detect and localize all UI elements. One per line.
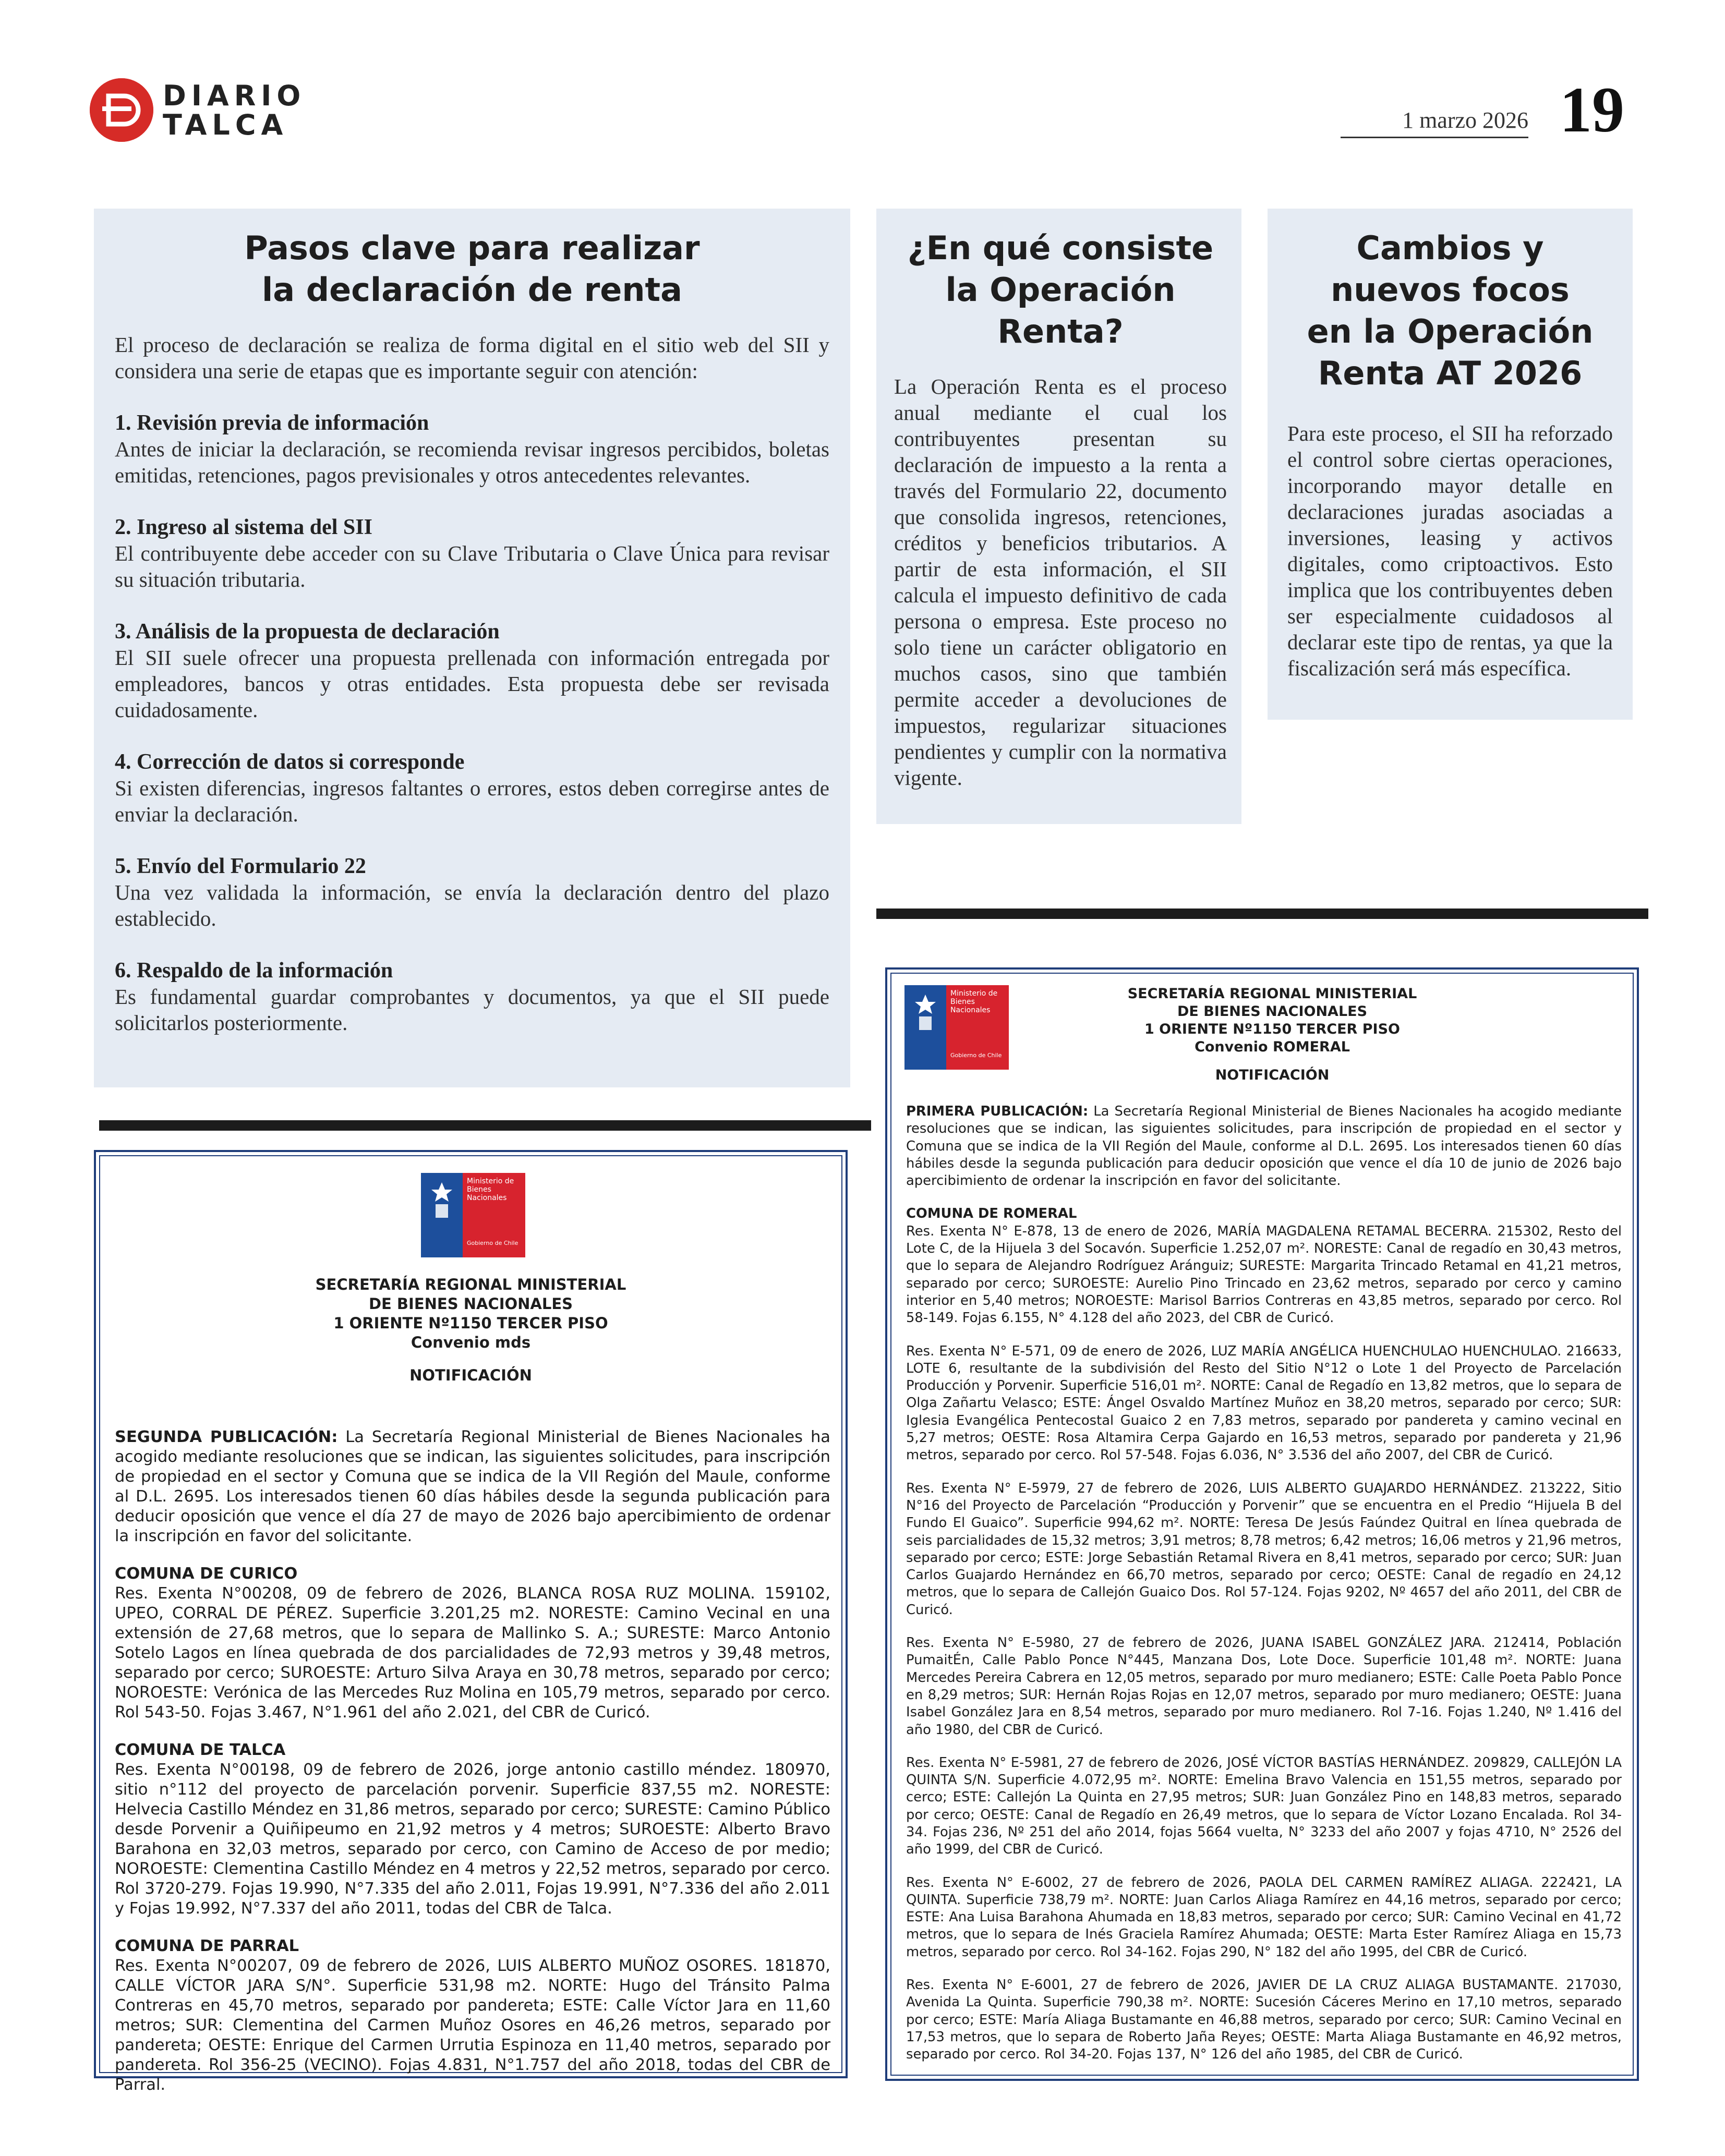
logo-label-line: Bienes (467, 1185, 491, 1194)
section-divider (99, 1120, 871, 1131)
operation-title (894, 227, 1227, 353)
changes-title-line1: Cambios y (1356, 229, 1544, 267)
resolution-text: Res. Exenta N° E-571, 09 de enero de 2026, LUZ MARÍA ANGÉLICA HUENCHULAO HUENCHULAO. 216633, LOTE 6, resultante de la subdivisión del Resto del Sitio N°12 o Lote 1 del Proyecto de Parcelación Producción y Porvenir. Superficie 516,01 m². NORTE: Canal de Regadío en 13,82 metros, que lo separa de Olga Zañartu Velasco; ESTE: Ángel Osvaldo Martínez Muñoz en 38,20 metros, separado por cerco; SUR: Iglesia Evangélica Pentecostal Guaico 2 en 7,83 metros, separado por pandereta y camino vecinal en 5,27 metros; OESTE: Rosa Altamira Cerpa Gajardo en 16,53 metros, separado por pandereta y 21,96 metros, separado por cerco. Rol 57-548. Fojas 6.036, N° 3.536 del año 2007, del CBR de Curicó. (906, 1343, 1622, 1463)
resolution-text: Res. Exenta N° E-5981, 27 de febrero de 2026, JOSÉ VÍCTOR BASTÍAS HERNÁNDEZ. 209829, CALLEJÓN LA QUINTA S/N. Superficie 4.072,95 m². NORTE: Emelina Bravo Valencia en 151,55 metros, separado por cerco; ESTE: Callejón La Quinta en 27,95 metros; SUR: Juan González Pino en 148,83 metros, separado por cerco; OESTE: Canal de Regadío en 26,49 metros, que lo separa de Víctor Lozano Encalada. Rol 34-34. Fojas 236, Nº 251 del año 2014, fojas 5664 vuelta, N° 3233 del año 2007 y fojas 4710, N° 2526 del año 1999, del CBR de Curicó. (906, 1754, 1622, 1858)
diario-talca-logo-icon (90, 78, 153, 142)
changes-text: Para este proceso, el SII ha reforzado el control sobre ciertas operaciones, incorporando mayor detalle en declaraciones juradas asociadas a inversiones, leasing y activos digitales, como criptoactivos. Esto implica que los contribuyentes deben ser especialmente cuidadosos al declarar este tipo de rentas, ya que la fiscalización será más específica. (1287, 421, 1613, 680)
notification-label: NOTIFICACIÓN (1215, 1067, 1330, 1083)
publication-paragraph (906, 1103, 1622, 1190)
heading-line: 1 ORIENTE Nº1150 TERCER PISO (333, 1314, 608, 1332)
logo-bar-red (946, 1063, 1009, 1070)
issue-date: 1 marzo 2026 (1402, 107, 1528, 133)
logo-blue-block (904, 985, 946, 1063)
resolution-text: Res. Exenta N° E-5980, 27 de febrero de 2026, JUANA ISABEL GONZÁLEZ JARA. 212414, Población PumaitÉn, Calle Pablo Ponce N°445, Manzana Dos, Lote Doce. Superficie 101,48 m². NORTE: Juana Mercedes Pereira Cabrera en 12,05 metros, separado por muro medianero; ESTE: Calle Poeta Pablo Ponce en 8,29 metros; SUR: Hernán Rojas Rojas en 12,07 metros, separado por muro medianero; OESTE: Juana Isabel González Jara en 8,54 metros, separado por muro medianero. Rol 7-16. Fojas 1.240, Nº 1.416 del año 1980, del CBR de Curicó. (906, 1635, 1622, 1738)
heading-line: SECRETARÍA REGIONAL MINISTERIAL (1127, 986, 1417, 1002)
step-text: Si existen diferencias, ingresos faltantes o errores, estos deben corregirse antes de enviar la declaración. (115, 776, 829, 826)
publication-paragraph (115, 1427, 830, 1546)
date-underline (1341, 137, 1528, 138)
logo-line2: TALCA (163, 108, 288, 141)
resolution-text: Res. Exenta N° E-6001, 27 de febrero de 2026, JAVIER DE LA CRUZ ALIAGA BUSTAMANTE. 217030, Avenida La Quinta. Superficie 790,38 m². NORTE: Sucesión Cáceres Merino en 17,10 metros, separado por cerco; ESTE: María Aliaga Bustamante en 46,88 metros, separado por cerco; SUR: Camino Vecinal en 17,53 metros, que lo separa de Roberto Jaña Reyes; OESTE: Marta Aliaga Bustamante en 46,92 metros, separado por cerco. Rol 34-20. Fojas 137, N° 126 del año 1985, del CBR de Curicó. (906, 1977, 1622, 2063)
steps-intro: El proceso de declaración se realiza de forma digital en el sitio web del SII y considera una serie de etapas que es importante seguir con atención: (115, 333, 829, 383)
logo-red-block (946, 985, 1009, 1063)
steps-title (115, 227, 829, 311)
step-title: 3. Análisis de la propuesta de declaración (115, 620, 500, 644)
logo-line1: DIARIO (163, 79, 306, 112)
step-title: 4. Corrección de datos si corresponde (115, 750, 465, 774)
logo-label (950, 989, 997, 1014)
step-text: Una vez validada la información, se envía la declaración dentro del plazo establecido. (115, 880, 829, 930)
step-item (115, 958, 829, 1036)
logo-label-line: Ministerio de (467, 1177, 514, 1185)
comuna-title: COMUNA DE PARRAL (115, 1937, 299, 1955)
resolution-text: Res. Exenta N°00207, 09 de febrero de 2026, LUIS ALBERTO MUÑOZ OSORES. 181870, CALLE VÍCTOR JARA S/N°. Superficie 531,98 m2. NORTE: Hugo del Tránsito Palma Contreras en 45,70 metros, separado por pandereta; ESTE: Calle Víctor Jara en 11,60 metros; SUR: Clementina del Carmen Muñoz Osores en 46,26 metros, separado por pandereta; OESTE: Enrique del Carmen Urrutia Espinoza en 11,40 metros, separado por pandereta. Rol 356-25 (VECINO). Fojas 4.831, N°1.757 del año 2018, todas del CBR de Parral. (115, 1957, 830, 2094)
logo-label (467, 1177, 514, 1202)
step-title: 1. Revisión previa de información (115, 411, 429, 435)
resolution-text: Res. Exenta N° E-5979, 27 de febrero de 2026, LUIS ALBERTO GUAJARDO HERNÁNDEZ. 213222, Sitio N°16 del Proyecto de Parcelación “Producción y Porvenir” que se encuentra en el Predio “Hijuela B del Fundo El Guaico”. Superficie 994,62 m². NORTE: Teresa De Jesús Faúndez Quitral en línea quebrada de seis parcialidades de 15,32 metros; 3,91 metros; 8,78 metros; 6,42 metros; 16,06 metros y 21,96 metros, separado por cerco; ESTE: Jorge Sebastián Retamal Rivera en 8,41 metros, separado por cerco; SUR: Juan Carlos Guajardo Hernández en 66,70 metros, separado por cerco; OESTE: Canal de regadío en 24,12 metros, que lo separa de Callejón Guaico Dos. Rol 57-124. Fojas 9202, Nº 4657 del año 2011, del CBR de Curicó. (906, 1480, 1622, 1618)
notice-right (885, 967, 1639, 2081)
ministry-logo (904, 985, 1009, 1079)
changes-title-line2: nuevos focos (1331, 271, 1570, 309)
operation-title-line2: la Operación (945, 271, 1176, 309)
comuna-section (115, 1564, 830, 1723)
step-item (115, 410, 829, 488)
comuna-section (115, 1740, 830, 1919)
chile-coat-of-arms-icon (421, 1173, 463, 1251)
changes-title (1287, 227, 1613, 394)
chile-coat-of-arms-icon (904, 985, 946, 1063)
step-item (115, 619, 829, 723)
logo-label-line: Ministerio de (950, 989, 998, 998)
changes-box (1268, 209, 1633, 720)
step-item (115, 853, 829, 931)
step-text: Antes de iniciar la declaración, se recomienda revisar ingresos percibidos, boletas emitidas, retenciones, pagos previsionales y otros antecedentes relevantes. (115, 437, 829, 487)
comuna-title: COMUNA DE TALCA (115, 1741, 286, 1759)
notice-body (115, 1427, 830, 2095)
page-number: 19 (1560, 74, 1624, 146)
section-divider (876, 909, 1648, 919)
operation-title-line1: ¿En qué consiste (907, 229, 1214, 267)
step-title: 2. Ingreso al sistema del SII (115, 515, 372, 539)
heading-line: DE BIENES NACIONALES (368, 1295, 573, 1313)
step-title: 6. Respaldo de la información (115, 959, 393, 983)
masthead-logo (90, 78, 306, 146)
step-item (115, 514, 829, 592)
publication-text: La Secretaría Regional Ministerial de Bienes Nacionales ha acogido mediante resoluciones que se indican, las siguientes solicitudes, para inscripción de propiedad en el sector y Comuna que se indica de la VII Región del Maule, conforme al D.L. 2695. Los interesados tienen 60 días hábiles desde la segunda publicación para deducir oposición que vence el día 10 de junio de 2026 bajo apercibimiento de ordenar la inscripción en favor del solicitante. (906, 1104, 1622, 1189)
ministry-logo (421, 1173, 525, 1267)
comuna-title: COMUNA DE ROMERAL (906, 1206, 1077, 1222)
notice-left (94, 1150, 848, 2094)
notification-label: NOTIFICACIÓN (409, 1366, 532, 1384)
logo-bar-blue (904, 1063, 946, 1070)
changes-title-line4: Renta AT 2026 (1318, 354, 1583, 392)
resolution-text: Res. Exenta N° E-878, 13 de enero de 2026, MARÍA MAGDALENA RETAMAL BECERRA. 215302, Resto del Lote C, de la Hijuela 3 del Socavón. Superficie 1.252,07 m². NORESTE: Canal de regadío en 30,43 metros, que lo separa de Alejandro Rodríguez Aránguiz; SURESTE: Margarita Trincado Retamal en 41,21 metros, separado por cerco; SUROESTE: Aurelio Pino Trincado en 23,62 metros, separado por cerco y camino interior en 5,40 metros; NOROESTE: Marisol Barrios Contreras en 43,85 metros, separado por cerco. Rol 58-149. Fojas 6.155, N° 4.128 del año 2023, del CBR de Curicó. (906, 1223, 1622, 1326)
logo-red-block (463, 1173, 525, 1251)
publication-label: PRIMERA PUBLICACIÓN: (906, 1104, 1089, 1119)
steps-title-line2: la declaración de renta (262, 271, 682, 309)
heading-line: DE BIENES NACIONALES (1177, 1003, 1368, 1020)
resolution-text: Res. Exenta N°00198, 09 de febrero de 2026, jorge antonio castillo méndez. 180970, sitio n°112 del proyecto de parcelación porvenir. Superficie 837,55 m2. NORESTE: Helvecia Castillo Méndez en 31,86 metros, separado por cerco; SURESTE: Camino Público desde Porvenir a Quiñipeumo en 21,92 metros y 4 metros; SUROESTE: Alberto Bravo Barahona en 32,03 metros, separado por cerco, con Camino de Acceso de por medio; NOROESTE: Clementina Castillo Méndez en 4 metros y 22,52 metros, separado por cerco. Rol 3720-279. Fojas 19.990, N°7.335 del año 2.011, Fojas 19.991, N°7.336 del año 2.011 y Fojas 19.992, N°7.337 del año 2011, todas del CBR de Talca. (115, 1761, 830, 1918)
steps-box (94, 209, 850, 1087)
logo-wordmark (163, 81, 306, 140)
notice-heading (100, 1275, 841, 1385)
heading-line: Convenio mds (411, 1334, 531, 1351)
steps-title-line1: Pasos clave para realizar (244, 229, 700, 267)
logo-footer: Gobierno de Chile (467, 1240, 518, 1246)
logo-footer: Gobierno de Chile (950, 1052, 1002, 1059)
notice-body (906, 1103, 1622, 2064)
logo-label-line: Nacionales (467, 1194, 507, 1202)
notice-left-frame (99, 1155, 842, 2094)
heading-line: 1 ORIENTE Nº1150 TERCER PISO (1144, 1021, 1400, 1037)
logo-label-line: Bienes (950, 998, 975, 1006)
logo-bar-blue (421, 1251, 463, 1257)
heading-line: Convenio ROMERAL (1195, 1039, 1350, 1055)
logo-blue-block (421, 1173, 463, 1251)
operation-title-line3: Renta? (997, 312, 1124, 350)
changes-title-line3: en la Operación (1307, 312, 1594, 350)
publication-text: La Secretaría Regional Ministerial de Bienes Nacionales ha acogido mediante resoluciones que se indican, las siguientes solicitudes, para inscripción de propiedad en el sector y Comuna que se indica de la VII Región del Maule, conforme al D.L. 2695. Los interesados tienen 60 días hábiles desde la segunda publicación para deducir oposición que vence el día 27 de mayo de 2026 bajo apercibimiento de ordenar la inscripción en favor del solicitante. (115, 1428, 830, 1545)
logo-bar-red (463, 1251, 525, 1257)
notice-right-frame (890, 973, 1634, 2076)
notice-heading (1011, 985, 1533, 1084)
step-text: El SII suele ofrecer una propuesta prellenada con información entregada por empleadores, bancos y otras entidades. Esta propuesta debe ser revisada cuidadosamente. (115, 646, 829, 722)
publication-label: SEGUNDA PUBLICACIÓN: (115, 1428, 338, 1446)
heading-line: SECRETARÍA REGIONAL MINISTERIAL (315, 1276, 626, 1293)
comuna-title: COMUNA DE CURICO (115, 1565, 298, 1583)
resolution-text: Res. Exenta N°00208, 09 de febrero de 2026, BLANCA ROSA RUZ MOLINA. 159102, UPEO, CORRAL DE PÉREZ. Superficie 3.201,25 m2. NORESTE: Camino Vecinal en una extensión de 27,68 metros, que lo separa de Mallinko S. A.; SURESTE: Marco Antonio Sotelo Lagos en línea quebrada de dos parcialidades de 72,93 metros y 39,48 metros, separado por cerco; SUROESTE: Arturo Silva Araya en 30,78 metros, separado por cerco; NOROESTE: Verónica de las Mercedes Ruz Molina en 105,79 metros, separado por cerco. Rol 543-50. Fojas 3.467, N°1.961 del año 2.021, del CBR de Curicó. (115, 1584, 830, 1722)
resolution-text: Res. Exenta N° E-6002, 27 de febrero de 2026, PAOLA DEL CARMEN RAMÍREZ ALIAGA. 222421, LA QUINTA. Superficie 738,79 m². NORTE: Juan Carlos Aliaga Ramírez en 44,16 metros, separado por cerco; ESTE: Ana Luisa Barahona Ahumada en 18,83 metros, separado por cerco; SUR: Camino Vecinal en 41,72 metros, que lo separa de Inés Graciela Ramírez Ahumada; OESTE: Marta Ester Ramírez Aliaga en 15,73 metros, separado por cerco. Rol 34-162. Fojas 290, N° 182 del año 1995, del CBR de Curicó. (906, 1874, 1622, 1960)
operation-text: La Operación Renta es el proceso anual mediante el cual los contribuyentes presentan su declaración de impuesto a la renta a través del Formulario 22, documento que consolida ingresos, retenciones, créditos y beneficios tributarios. A partir de esta información, el SII calcula el impuesto definitivo de cada persona o empresa. Este proceso no solo tiene un carácter obligatorio en muchos casos, sino que también permite acceder a devoluciones de impuestos, regularizar situaciones pendientes y cumplir con la normativa vigente. (894, 374, 1227, 790)
logo-label-line: Nacionales (950, 1006, 991, 1014)
step-text: El contribuyente debe acceder con su Clave Tributaria o Clave Única para revisar su situación tributaria. (115, 541, 829, 591)
operation-box (876, 209, 1241, 824)
step-title: 5. Envío del Formulario 22 (115, 854, 366, 878)
comuna-section (115, 1936, 830, 2095)
step-item (115, 749, 829, 827)
step-text: Es fundamental guardar comprobantes y documentos, ya que el SII puede solicitarlos posteriormente. (115, 985, 829, 1035)
